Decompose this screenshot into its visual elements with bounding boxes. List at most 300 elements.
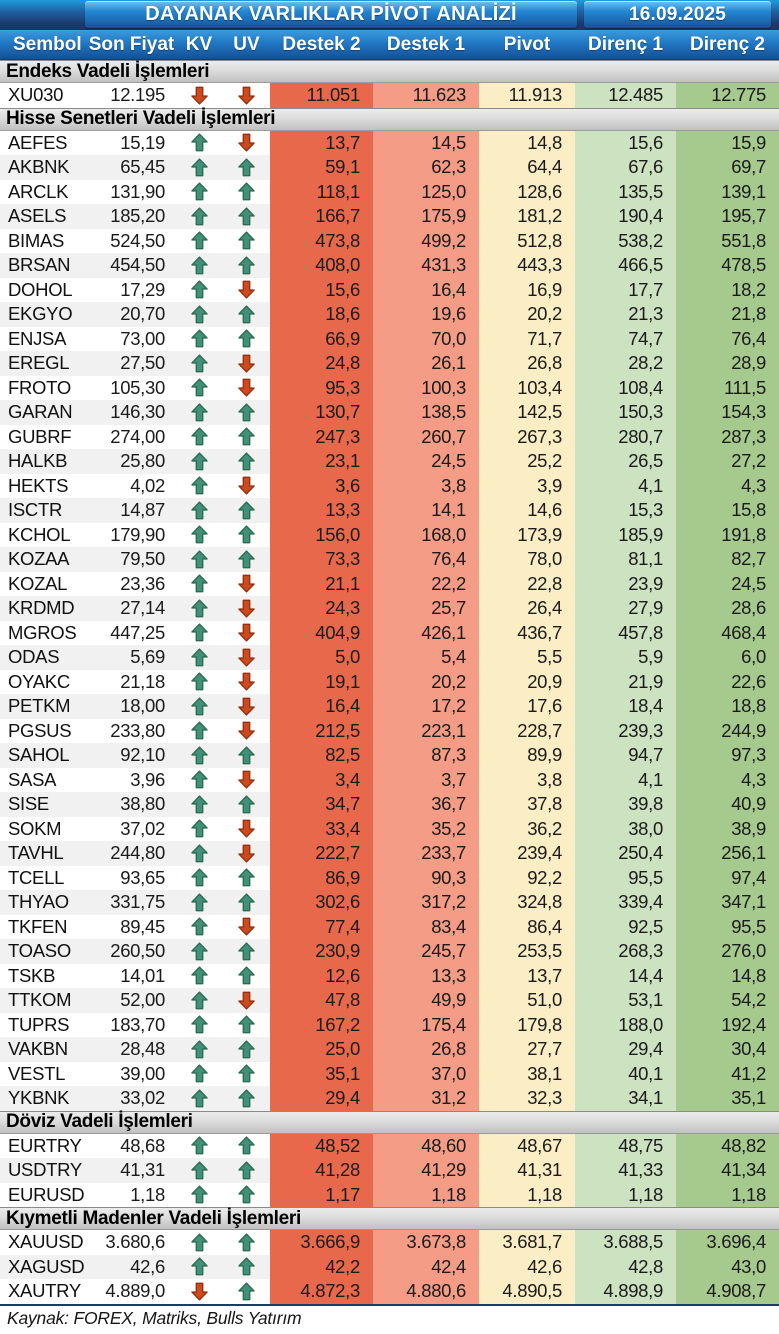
- up-arrow-icon: [175, 474, 223, 499]
- symbol-cell: SISE: [0, 792, 88, 817]
- table-row: [0, 425, 779, 450]
- direnc1-cell: 21,3: [575, 302, 676, 327]
- down-arrow-icon: [223, 596, 270, 621]
- down-arrow-icon: [223, 351, 270, 376]
- table-row: [0, 83, 779, 108]
- report-date-panel: [584, 1, 771, 28]
- destek2-cell: 118,1: [270, 180, 373, 205]
- last-price-cell: 39,00: [120, 1062, 165, 1084]
- destek1-cell: 5,4: [373, 645, 479, 670]
- down-arrow-icon: [223, 915, 270, 940]
- pivot-cell: 253,5: [479, 939, 575, 964]
- direnc1-cell: 339,4: [575, 890, 676, 915]
- direnc1-cell: 150,3: [575, 400, 676, 425]
- destek2-cell: 473,8: [270, 229, 373, 254]
- up-arrow-icon: [223, 890, 270, 915]
- last-price-cell: 454,50: [88, 253, 175, 278]
- table-row: [0, 890, 779, 915]
- symbol-cell: KOZAL: [8, 572, 68, 594]
- up-arrow-icon: [175, 1255, 223, 1280]
- col-header-destek2: Destek 2: [282, 33, 361, 55]
- title-bar: [0, 0, 779, 30]
- section-header-row: [0, 1111, 779, 1134]
- last-price-cell: 185,20: [88, 204, 175, 229]
- direnc2-cell: 22,6: [676, 670, 779, 695]
- pivot-cell: 92,2: [479, 866, 575, 891]
- symbol-cell: TUPRS: [8, 1013, 70, 1035]
- up-arrow-icon: [223, 1134, 270, 1159]
- up-arrow-icon: [223, 1279, 270, 1304]
- last-price-cell: 23,36: [120, 572, 165, 594]
- symbol-cell: VAKBN: [0, 1037, 88, 1062]
- pivot-cell: 42,6: [479, 1255, 575, 1280]
- last-price-cell: 38,80: [88, 792, 175, 817]
- destek1-cell: 17,2: [373, 694, 479, 719]
- last-price-cell: 4.889,0: [105, 1280, 165, 1302]
- symbol-cell: YKBNK: [0, 1086, 88, 1111]
- down-arrow-icon: [223, 621, 270, 646]
- table-row: [0, 915, 779, 940]
- direnc1-cell: 27,9: [575, 596, 676, 621]
- table-row: [0, 155, 779, 180]
- destek2-cell: 3.666,9: [270, 1230, 373, 1255]
- pivot-cell: 27,7: [479, 1037, 575, 1062]
- up-arrow-icon: [175, 1134, 223, 1159]
- symbol-cell: XAUTRY: [8, 1280, 81, 1302]
- last-price-cell: 73,00: [120, 327, 165, 349]
- pivot-cell: 89,9: [479, 743, 575, 768]
- pivot-cell: 324,8: [479, 890, 575, 915]
- direnc1-cell: 39,8: [575, 792, 676, 817]
- last-price-cell: 524,50: [110, 229, 165, 251]
- table-row: [0, 523, 779, 548]
- direnc2-cell: 276,0: [676, 939, 779, 964]
- table-row: [0, 376, 779, 401]
- direnc1-cell: 48,75: [575, 1134, 676, 1159]
- destek2-cell: 66,9: [270, 327, 373, 352]
- destek1-cell: 245,7: [373, 939, 479, 964]
- up-arrow-icon: [175, 572, 223, 597]
- table-row: [0, 572, 779, 597]
- section-header-row: [0, 108, 779, 131]
- direnc2-cell: 347,1: [676, 890, 779, 915]
- direnc1-cell: 108,4: [575, 376, 676, 401]
- last-price-cell: 92,10: [88, 743, 175, 768]
- source-note: Kaynak: FOREX, Matriks, Bulls Yatırım: [7, 1308, 302, 1328]
- up-arrow-icon: [223, 792, 270, 817]
- up-arrow-icon: [175, 1086, 223, 1111]
- up-arrow-icon: [175, 596, 223, 621]
- symbol-cell: EKGYO: [0, 302, 88, 327]
- up-arrow-icon: [223, 253, 270, 278]
- direnc1-cell: 94,7: [575, 743, 676, 768]
- direnc1-cell: 1,18: [575, 1183, 676, 1208]
- up-arrow-icon: [175, 498, 223, 523]
- destek1-cell: 100,3: [373, 376, 479, 401]
- destek2-cell: 130,7: [270, 400, 373, 425]
- destek2-cell: 302,6: [270, 890, 373, 915]
- direnc1-cell: 3.688,5: [575, 1230, 676, 1255]
- destek2-cell: 95,3: [270, 376, 373, 401]
- direnc1-cell: 188,0: [575, 1013, 676, 1038]
- symbol-cell: PGSUS: [8, 719, 72, 741]
- pivot-cell: 3,9: [479, 474, 575, 499]
- up-arrow-icon: [175, 400, 223, 425]
- table-row: [0, 400, 779, 425]
- destek2-cell: 11.051: [270, 83, 373, 108]
- up-arrow-icon: [175, 964, 223, 989]
- destek1-cell: 11.623: [373, 83, 479, 108]
- up-arrow-icon: [223, 302, 270, 327]
- down-arrow-icon: [223, 278, 270, 303]
- pivot-cell: 25,2: [479, 449, 575, 474]
- destek1-cell: 22,2: [373, 572, 479, 597]
- direnc2-cell: 4.908,7: [676, 1279, 779, 1304]
- destek1-cell: 76,4: [373, 547, 479, 572]
- symbol-cell: KCHOL: [8, 523, 71, 545]
- table-row: [0, 449, 779, 474]
- direnc1-cell: 14,4: [575, 964, 676, 989]
- symbol-cell: EREGL: [0, 351, 88, 376]
- direnc2-cell: 15,8: [676, 498, 779, 523]
- col-header-pivot: Pivot: [503, 33, 551, 55]
- destek1-cell: 426,1: [373, 621, 479, 646]
- last-price-cell: 18,00: [88, 694, 175, 719]
- direnc2-cell: 287,3: [676, 425, 779, 450]
- destek2-cell: 59,1: [270, 155, 373, 180]
- destek1-cell: 16,4: [373, 278, 479, 303]
- direnc1-cell: 18,4: [575, 694, 676, 719]
- destek1-cell: 14,1: [373, 498, 479, 523]
- direnc2-cell: 38,9: [676, 817, 779, 842]
- destek2-cell: 167,2: [270, 1013, 373, 1038]
- pivot-cell: 20,2: [479, 302, 575, 327]
- pivot-cell: 36,2: [479, 817, 575, 842]
- section-header-label: Döviz Vadeli İşlemleri: [6, 1111, 193, 1132]
- direnc1-cell: 42,8: [575, 1255, 676, 1280]
- last-price-cell: 79,50: [88, 547, 175, 572]
- pivot-cell: 51,0: [479, 988, 575, 1013]
- up-arrow-icon: [175, 915, 223, 940]
- table-row: [0, 1062, 779, 1087]
- up-arrow-icon: [175, 621, 223, 646]
- direnc2-cell: 15,9: [676, 131, 779, 156]
- down-arrow-icon: [223, 694, 270, 719]
- pivot-cell: 3.681,7: [479, 1230, 575, 1255]
- up-arrow-icon: [175, 841, 223, 866]
- pivot-cell: 267,3: [479, 425, 575, 450]
- up-arrow-icon: [175, 1062, 223, 1087]
- table-row: [0, 621, 779, 646]
- direnc1-cell: 185,9: [575, 523, 676, 548]
- direnc1-cell: 17,7: [575, 278, 676, 303]
- destek1-cell: 49,9: [373, 988, 479, 1013]
- destek2-cell: 3,4: [270, 768, 373, 793]
- destek1-cell: 37,0: [373, 1062, 479, 1087]
- up-arrow-icon: [223, 180, 270, 205]
- destek1-cell: 87,3: [373, 743, 479, 768]
- direnc1-cell: 95,5: [575, 866, 676, 891]
- down-arrow-icon: [223, 572, 270, 597]
- col-header-kv: KV: [185, 33, 213, 55]
- table-row: [0, 1134, 779, 1159]
- up-arrow-icon: [175, 547, 223, 572]
- up-arrow-icon: [223, 425, 270, 450]
- pivot-cell: 64,4: [479, 155, 575, 180]
- table-row: [0, 768, 779, 793]
- direnc1-cell: 67,6: [575, 155, 676, 180]
- pivot-cell: 5,5: [479, 645, 575, 670]
- up-arrow-icon: [175, 180, 223, 205]
- last-price-cell: 12.195: [110, 84, 165, 106]
- symbol-cell: ODAS: [0, 645, 88, 670]
- last-price-cell: 14,87: [88, 498, 175, 523]
- last-price-cell: 65,45: [88, 155, 175, 180]
- direnc2-cell: 18,8: [676, 694, 779, 719]
- symbol-cell: TCELL: [8, 866, 65, 888]
- destek2-cell: 86,9: [270, 866, 373, 891]
- destek1-cell: 24,5: [373, 449, 479, 474]
- destek1-cell: 83,4: [373, 915, 479, 940]
- direnc2-cell: 192,4: [676, 1013, 779, 1038]
- pivot-cell: 512,8: [479, 229, 575, 254]
- col-header-son-fiyat: Son Fiyat: [88, 33, 175, 55]
- last-price-cell: 89,45: [120, 915, 165, 937]
- symbol-cell: KOZAA: [0, 547, 88, 572]
- direnc2-cell: 551,8: [676, 229, 779, 254]
- direnc1-cell: 28,2: [575, 351, 676, 376]
- table-row: [0, 939, 779, 964]
- table-row: [0, 670, 779, 695]
- direnc2-cell: 69,7: [676, 155, 779, 180]
- up-arrow-icon: [223, 523, 270, 548]
- direnc2-cell: 76,4: [676, 327, 779, 352]
- pivot-cell: 173,9: [479, 523, 575, 548]
- pivot-cell: 4.890,5: [479, 1279, 575, 1304]
- direnc1-cell: 21,9: [575, 670, 676, 695]
- table-row: [0, 253, 779, 278]
- direnc2-cell: 95,5: [676, 915, 779, 940]
- symbol-cell: TAVHL: [0, 841, 88, 866]
- destek1-cell: 3.673,8: [373, 1230, 479, 1255]
- destek1-cell: 20,2: [373, 670, 479, 695]
- symbol-cell: TSKB: [8, 964, 56, 986]
- pivot-cell: 48,67: [479, 1134, 575, 1159]
- direnc2-cell: 195,7: [676, 204, 779, 229]
- pivot-cell: 14,6: [479, 498, 575, 523]
- destek1-cell: 4.880,6: [373, 1279, 479, 1304]
- down-arrow-icon: [223, 670, 270, 695]
- last-price-cell: 27,14: [88, 596, 175, 621]
- direnc1-cell: 4.898,9: [575, 1279, 676, 1304]
- last-price-cell: 179,90: [110, 523, 165, 545]
- table-row: [0, 792, 779, 817]
- up-arrow-icon: [175, 425, 223, 450]
- section-header-label: Hisse Senetleri Vadeli İşlemleri: [6, 108, 276, 129]
- destek1-cell: 26,8: [373, 1037, 479, 1062]
- last-price-cell: 14,01: [120, 964, 165, 986]
- destek2-cell: 1,17: [270, 1183, 373, 1208]
- last-price-cell: 260,50: [88, 939, 175, 964]
- destek2-cell: 13,3: [270, 498, 373, 523]
- destek2-cell: 18,6: [270, 302, 373, 327]
- table-row: [0, 204, 779, 229]
- last-price-cell: 37,02: [120, 817, 165, 839]
- up-arrow-icon: [223, 449, 270, 474]
- up-arrow-icon: [223, 1230, 270, 1255]
- table-row: [0, 596, 779, 621]
- table-row: [0, 1255, 779, 1280]
- pivot-cell: 32,3: [479, 1086, 575, 1111]
- destek1-cell: 175,4: [373, 1013, 479, 1038]
- destek1-cell: 233,7: [373, 841, 479, 866]
- table-row: [0, 841, 779, 866]
- last-price-cell: 25,80: [88, 449, 175, 474]
- destek1-cell: 36,7: [373, 792, 479, 817]
- direnc2-cell: 1,18: [676, 1183, 779, 1208]
- symbol-cell: SAHOL: [0, 743, 88, 768]
- destek2-cell: 42,2: [270, 1255, 373, 1280]
- up-arrow-icon: [223, 1255, 270, 1280]
- up-arrow-icon: [175, 278, 223, 303]
- destek2-cell: 230,9: [270, 939, 373, 964]
- up-arrow-icon: [175, 131, 223, 156]
- pivot-cell: 443,3: [479, 253, 575, 278]
- direnc1-cell: 40,1: [575, 1062, 676, 1087]
- destek2-cell: 73,3: [270, 547, 373, 572]
- table-row: [0, 964, 779, 989]
- direnc2-cell: 28,6: [676, 596, 779, 621]
- table-row: [0, 1230, 779, 1255]
- last-price-cell: 5,69: [88, 645, 175, 670]
- destek2-cell: 13,7: [270, 131, 373, 156]
- direnc2-cell: 41,34: [676, 1158, 779, 1183]
- destek2-cell: 35,1: [270, 1062, 373, 1087]
- last-price-cell: 4,02: [130, 474, 165, 496]
- symbol-cell: AEFES: [8, 131, 68, 153]
- symbol-cell: PETKM: [0, 694, 88, 719]
- destek2-cell: 247,3: [270, 425, 373, 450]
- symbol-cell: FROTO: [8, 376, 71, 398]
- pivot-cell: 239,4: [479, 841, 575, 866]
- destek1-cell: 260,7: [373, 425, 479, 450]
- last-price-cell: 105,30: [110, 376, 165, 398]
- last-price-cell: 48,68: [120, 1134, 165, 1156]
- pivot-cell: 86,4: [479, 915, 575, 940]
- symbol-cell: TOASO: [0, 939, 88, 964]
- direnc2-cell: 4,3: [676, 768, 779, 793]
- symbol-cell: HEKTS: [8, 474, 69, 496]
- direnc1-cell: 239,3: [575, 719, 676, 744]
- destek2-cell: 156,0: [270, 523, 373, 548]
- symbol-cell: XAGUSD: [0, 1255, 88, 1280]
- symbol-cell: GARAN: [0, 400, 88, 425]
- footer: [0, 1306, 779, 1332]
- symbol-cell: TTKOM: [0, 988, 88, 1013]
- destek2-cell: 24,3: [270, 596, 373, 621]
- table-row: [0, 1037, 779, 1062]
- direnc1-cell: 457,8: [575, 621, 676, 646]
- direnc1-cell: 4,1: [575, 474, 676, 499]
- direnc1-cell: 15,6: [575, 131, 676, 156]
- last-price-cell: 28,48: [88, 1037, 175, 1062]
- table-row: [0, 302, 779, 327]
- destek1-cell: 3,8: [373, 474, 479, 499]
- destek2-cell: 47,8: [270, 988, 373, 1013]
- direnc2-cell: 97,3: [676, 743, 779, 768]
- pivot-cell: 38,1: [479, 1062, 575, 1087]
- direnc1-cell: 74,7: [575, 327, 676, 352]
- destek2-cell: 16,4: [270, 694, 373, 719]
- direnc2-cell: 43,0: [676, 1255, 779, 1280]
- symbol-cell: ARCLK: [8, 180, 69, 202]
- pivot-cell: 71,7: [479, 327, 575, 352]
- destek2-cell: 77,4: [270, 915, 373, 940]
- destek2-cell: 48,52: [270, 1134, 373, 1159]
- symbol-cell: HALKB: [0, 449, 88, 474]
- report-title-panel: [85, 1, 577, 28]
- up-arrow-icon: [175, 1158, 223, 1183]
- up-arrow-icon: [223, 1062, 270, 1087]
- destek2-cell: 5,0: [270, 645, 373, 670]
- symbol-cell: THYAO: [0, 890, 88, 915]
- down-arrow-icon: [223, 645, 270, 670]
- up-arrow-icon: [175, 792, 223, 817]
- section-header-row: [0, 1207, 779, 1230]
- direnc1-cell: 34,1: [575, 1086, 676, 1111]
- pivot-cell: 142,5: [479, 400, 575, 425]
- last-price-cell: 41,31: [88, 1158, 175, 1183]
- direnc1-cell: 26,5: [575, 449, 676, 474]
- destek2-cell: 29,4: [270, 1086, 373, 1111]
- destek2-cell: 25,0: [270, 1037, 373, 1062]
- table-row: [0, 498, 779, 523]
- pivot-cell: 11.913: [479, 83, 575, 108]
- last-price-cell: 3.680,6: [105, 1231, 165, 1253]
- direnc2-cell: 40,9: [676, 792, 779, 817]
- last-price-cell: 93,65: [120, 866, 165, 888]
- symbol-cell: OYAKC: [8, 670, 70, 692]
- up-arrow-icon: [175, 229, 223, 254]
- direnc2-cell: 12.775: [676, 83, 779, 108]
- pivot-cell: 78,0: [479, 547, 575, 572]
- up-arrow-icon: [223, 400, 270, 425]
- symbol-cell: EURTRY: [8, 1134, 82, 1156]
- direnc2-cell: 28,9: [676, 351, 779, 376]
- up-arrow-icon: [223, 1086, 270, 1111]
- direnc2-cell: 14,8: [676, 964, 779, 989]
- up-arrow-icon: [175, 327, 223, 352]
- symbol-cell: SASA: [8, 768, 57, 790]
- table-row: [0, 1279, 779, 1304]
- last-price-cell: 52,00: [88, 988, 175, 1013]
- destek1-cell: 26,1: [373, 351, 479, 376]
- up-arrow-icon: [175, 253, 223, 278]
- symbol-cell: KRDMD: [0, 596, 88, 621]
- direnc2-cell: 35,1: [676, 1086, 779, 1111]
- destek2-cell: 82,5: [270, 743, 373, 768]
- up-arrow-icon: [223, 964, 270, 989]
- table-row: [0, 547, 779, 572]
- up-arrow-icon: [175, 939, 223, 964]
- table-row: [0, 1013, 779, 1038]
- direnc2-cell: 97,4: [676, 866, 779, 891]
- destek1-cell: 42,4: [373, 1255, 479, 1280]
- destek2-cell: 222,7: [270, 841, 373, 866]
- direnc2-cell: 3.696,4: [676, 1230, 779, 1255]
- direnc1-cell: 190,4: [575, 204, 676, 229]
- up-arrow-icon: [223, 1183, 270, 1208]
